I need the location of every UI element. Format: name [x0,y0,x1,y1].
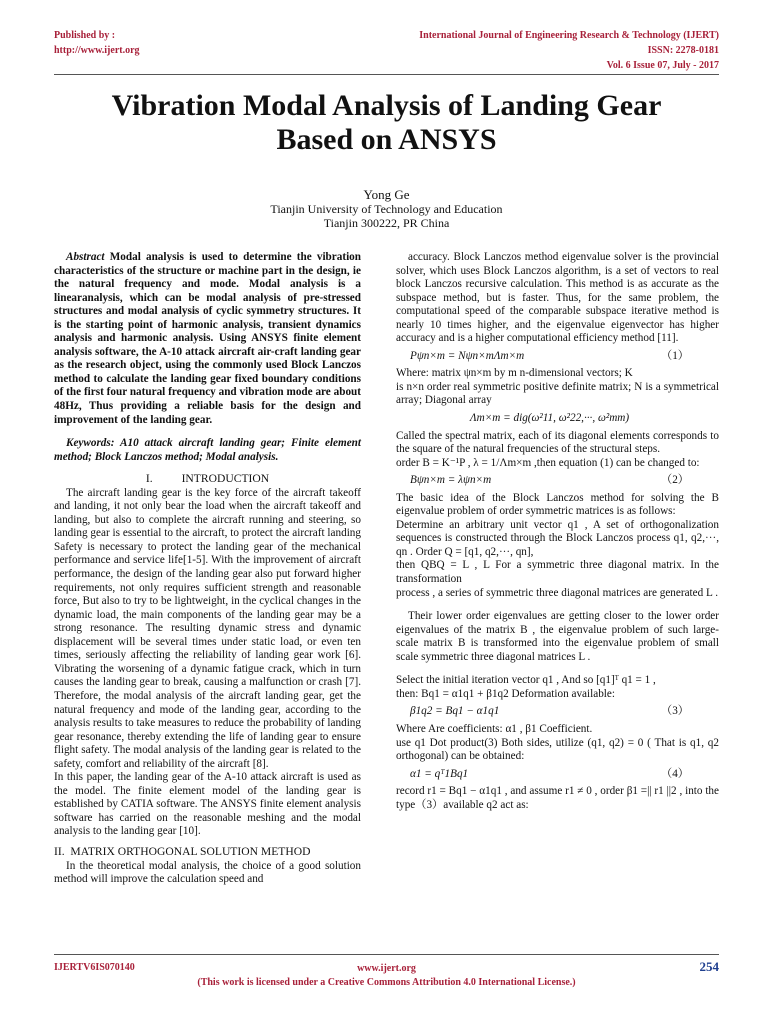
equation-3-number: （3） [661,705,689,718]
equation-2-number: （2） [661,474,689,487]
right-paragraph-12: then: Bq1 = α1q1 + β1q2 Deformation available: [396,687,615,700]
header-right [419,28,719,73]
author-address: Tianjin 300222, PR China [323,216,450,230]
journal-name: International Journal of Engineering Research & Technology (IJERT) [419,30,719,41]
right-paragraph-6: The basic idea of the Block Lanczos method for solving the B eigenvalue problem of order symmetric matrices is as follows: [396,491,719,518]
footer-site-link[interactable]: www.ijert.org [357,963,416,974]
header-left [54,28,140,58]
right-paragraph-9: process , a series of symmetric three diagonal matrices are generated L . [396,586,719,599]
equation-2-text: Bψn×m = λψn×m [410,474,492,487]
section-1-title: I. INTRODUCTION [145,472,270,486]
footer-divider [54,954,719,955]
published-by: Published by : [54,30,116,41]
title-line-1: Vibration Modal Analysis of Landing Gear [111,89,662,122]
intro-paragraph-2: In this paper, the landing gear of the A-10 attack aircraft is used as the model. The finite element model of the landing gear is established by CATIA software. The ANSYS finite element analysis software has carried on the reasonable meshing and the modal analysis to the landing gear [10]. [54,771,361,838]
keywords: Keywords: A10 attack aircraft landing gear; Finite element method; Block Lanczos method; Modal analysis. [54,437,361,463]
equation-diag: Λm×m = dig(ω²11, ω²22,···, ω²mm) [469,412,630,425]
right-paragraph-10: Their lower order eigenvalues are getting closer to the lower order eigenvalues of the matrix B , the eigenvalue problem of such large-scale matrix B is transformed into the eigenvalue problem of small scale symmetric three diagonal matrices L . [396,610,719,663]
volume-info: Vol. 6 Issue 07, July - 2017 [606,60,719,71]
author-block [54,188,719,230]
abstract-label: Abstract [66,251,105,263]
abstract-text: Modal analysis is used to determine the vibration characteristics of the structure or machine part in the design, ie the natural frequency and mode. Modal analysis is a linearanalysis, which can be modal analysis of pre-stressed structures and modal analysis of cyclic symmetry structures. It is the starting point of harmonic analysis, transient dynamics analysis and harmonic analysis. Using ANSYS finite element analysis software, the A-10 attack aircraft air-craft landing gear as the research object, using the commonly used Block Lanczos method to calculate the landing gear fixed boundary conditions of the first four natural frequency and vibration mode are about 48Hz, Thus providing a reliable basis for the design and improvement of the landing gear. [54,251,361,426]
right-paragraph-4: Called the spectral matrix, each of its diagonal elements corresponds to the square of the natural frequencies of the structural steps. [396,429,719,456]
license-text: (This work is licensed under a Creative Commons Attribution 4.0 International License.) [197,977,576,988]
equation-3-text: β1q2 = Bq1 − α1q1 [410,705,500,718]
left-column [54,251,361,887]
right-column [396,251,719,812]
equation-1 [396,350,719,364]
right-paragraph-2: Where: matrix ψn×m by m n-dimensional vectors; K [396,367,633,380]
paper-title [54,89,719,157]
right-paragraph-8: then QBQ = L , L For a symmetric three diagonal matrix. In the transformation [396,559,719,586]
intro-paragraph-1: The aircraft landing gear is the key force of the aircraft takeoff and landing, it not only bear the load when the aircraft takeoff and landing, but also to complete the aircraft running and steering, so landing gear is essential to the aircraft, to protect the aircraft landing Safety is necessary to protect the landing gear of the mechanical performance and service life[1-5]. With the improvement of aircraft performance, the design of the landing gear also put forward higher requirements, not only requires sufficient strength and reasonable force, But also to try to be lightweight, in the cyclical changes in the dynamic load, the main components of the landing gear may be a strong resonance. The resulting dynamic stress and dynamic displacement will be several times under static load, or even ten times, seriously affecting the reliability of landing gear work [6]. Vibrating the worsening of a dynamic fatigue crack, which in turn causes the landing gear to break, causing a malfunction or crash [7]. Therefore, the modal analysis of the aircraft landing gear, get the natural frequency and mode of the landing gear, according to the analysis results to take measures to reduce the probability of landing gear resonance, thereby extending the life of landing gear to ensure flight safety. The modal analysis of the landing gear is related to the safety, comfort and reliability of the aircraft [8]. [54,486,361,770]
right-paragraph-13: Where Are coefficients: α1 , β1 Coefficient. [396,722,593,735]
footer-center [54,962,719,990]
right-paragraph-7: Determine an arbitrary unit vector q1 , A set of orthogonalization sequences is constructed through the Block Lanczos process q1, q2,···, qn . Order Q = [q1, q2,···, qn], [396,518,719,558]
equation-1-text: Pψn×m = Nψn×mΛm×m [410,349,525,362]
issn: ISSN: 2278-0181 [647,45,719,56]
author-affiliation: Tianjin University of Technology and Education [270,202,503,216]
paper-code: IJERTV6IS070140 [54,962,135,973]
right-paragraph-5: order B = K⁻¹P , λ = 1/Λm×m ,then equation (1) can be changed to: [396,456,700,469]
author-name: Yong Ge [363,187,410,202]
equation-1-number: （1） [661,349,689,362]
right-paragraph-3: is n×n order real symmetric positive definite matrix; N is a symmetrical array; Diagonal array [396,380,719,407]
equation-2 [396,474,719,488]
right-paragraph-11: Select the initial iteration vector q1 , And so [q1]ᵀ q1 = 1 , [396,674,656,687]
equation-4-number: （4） [661,767,689,780]
title-line-2: Based on ANSYS [276,123,497,156]
abstract [54,251,361,427]
equation-4 [396,768,719,782]
header-site-link[interactable]: http://www.ijert.org [54,45,140,56]
section-2-title: II. MATRIX ORTHOGONAL SOLUTION METHOD [54,844,311,858]
right-paragraph-15: record r1 = Bq1 − α1q1 , and assume r1 ≠ 0 , order β1 =|| r1 ||2 , into the type（3）available q2 act as: [396,785,719,811]
equation-4-text: α1 = qᵀ1Bq1 [410,767,469,780]
equation-3 [396,705,719,719]
section-2-paragraph: In the theoretical modal analysis, the choice of a good solution method will improve the calculation speed and [54,859,361,886]
header-divider [54,74,719,75]
right-paragraph-1: accuracy. Block Lanczos method eigenvalue solver is the provincial solver, which uses Block Lanczos algorithm, is a set of vectors to real block Lanczos recursive calculation. This method is as accurate as the subspace method, but is faster. Thus, for the same problem, the computational speed of the comparable subspace iterative method is nearly 10 times higher, and the eigenvalue eigenvector has higher accuracy and is a higher computational efficiency method [11]. [396,251,719,345]
page-number: 254 [699,959,719,974]
right-paragraph-14: use q1 Dot product(3) Both sides, utilize (q1, q2) = 0 ( That is q1, q2 orthogonal) can be obtained: [396,736,719,763]
